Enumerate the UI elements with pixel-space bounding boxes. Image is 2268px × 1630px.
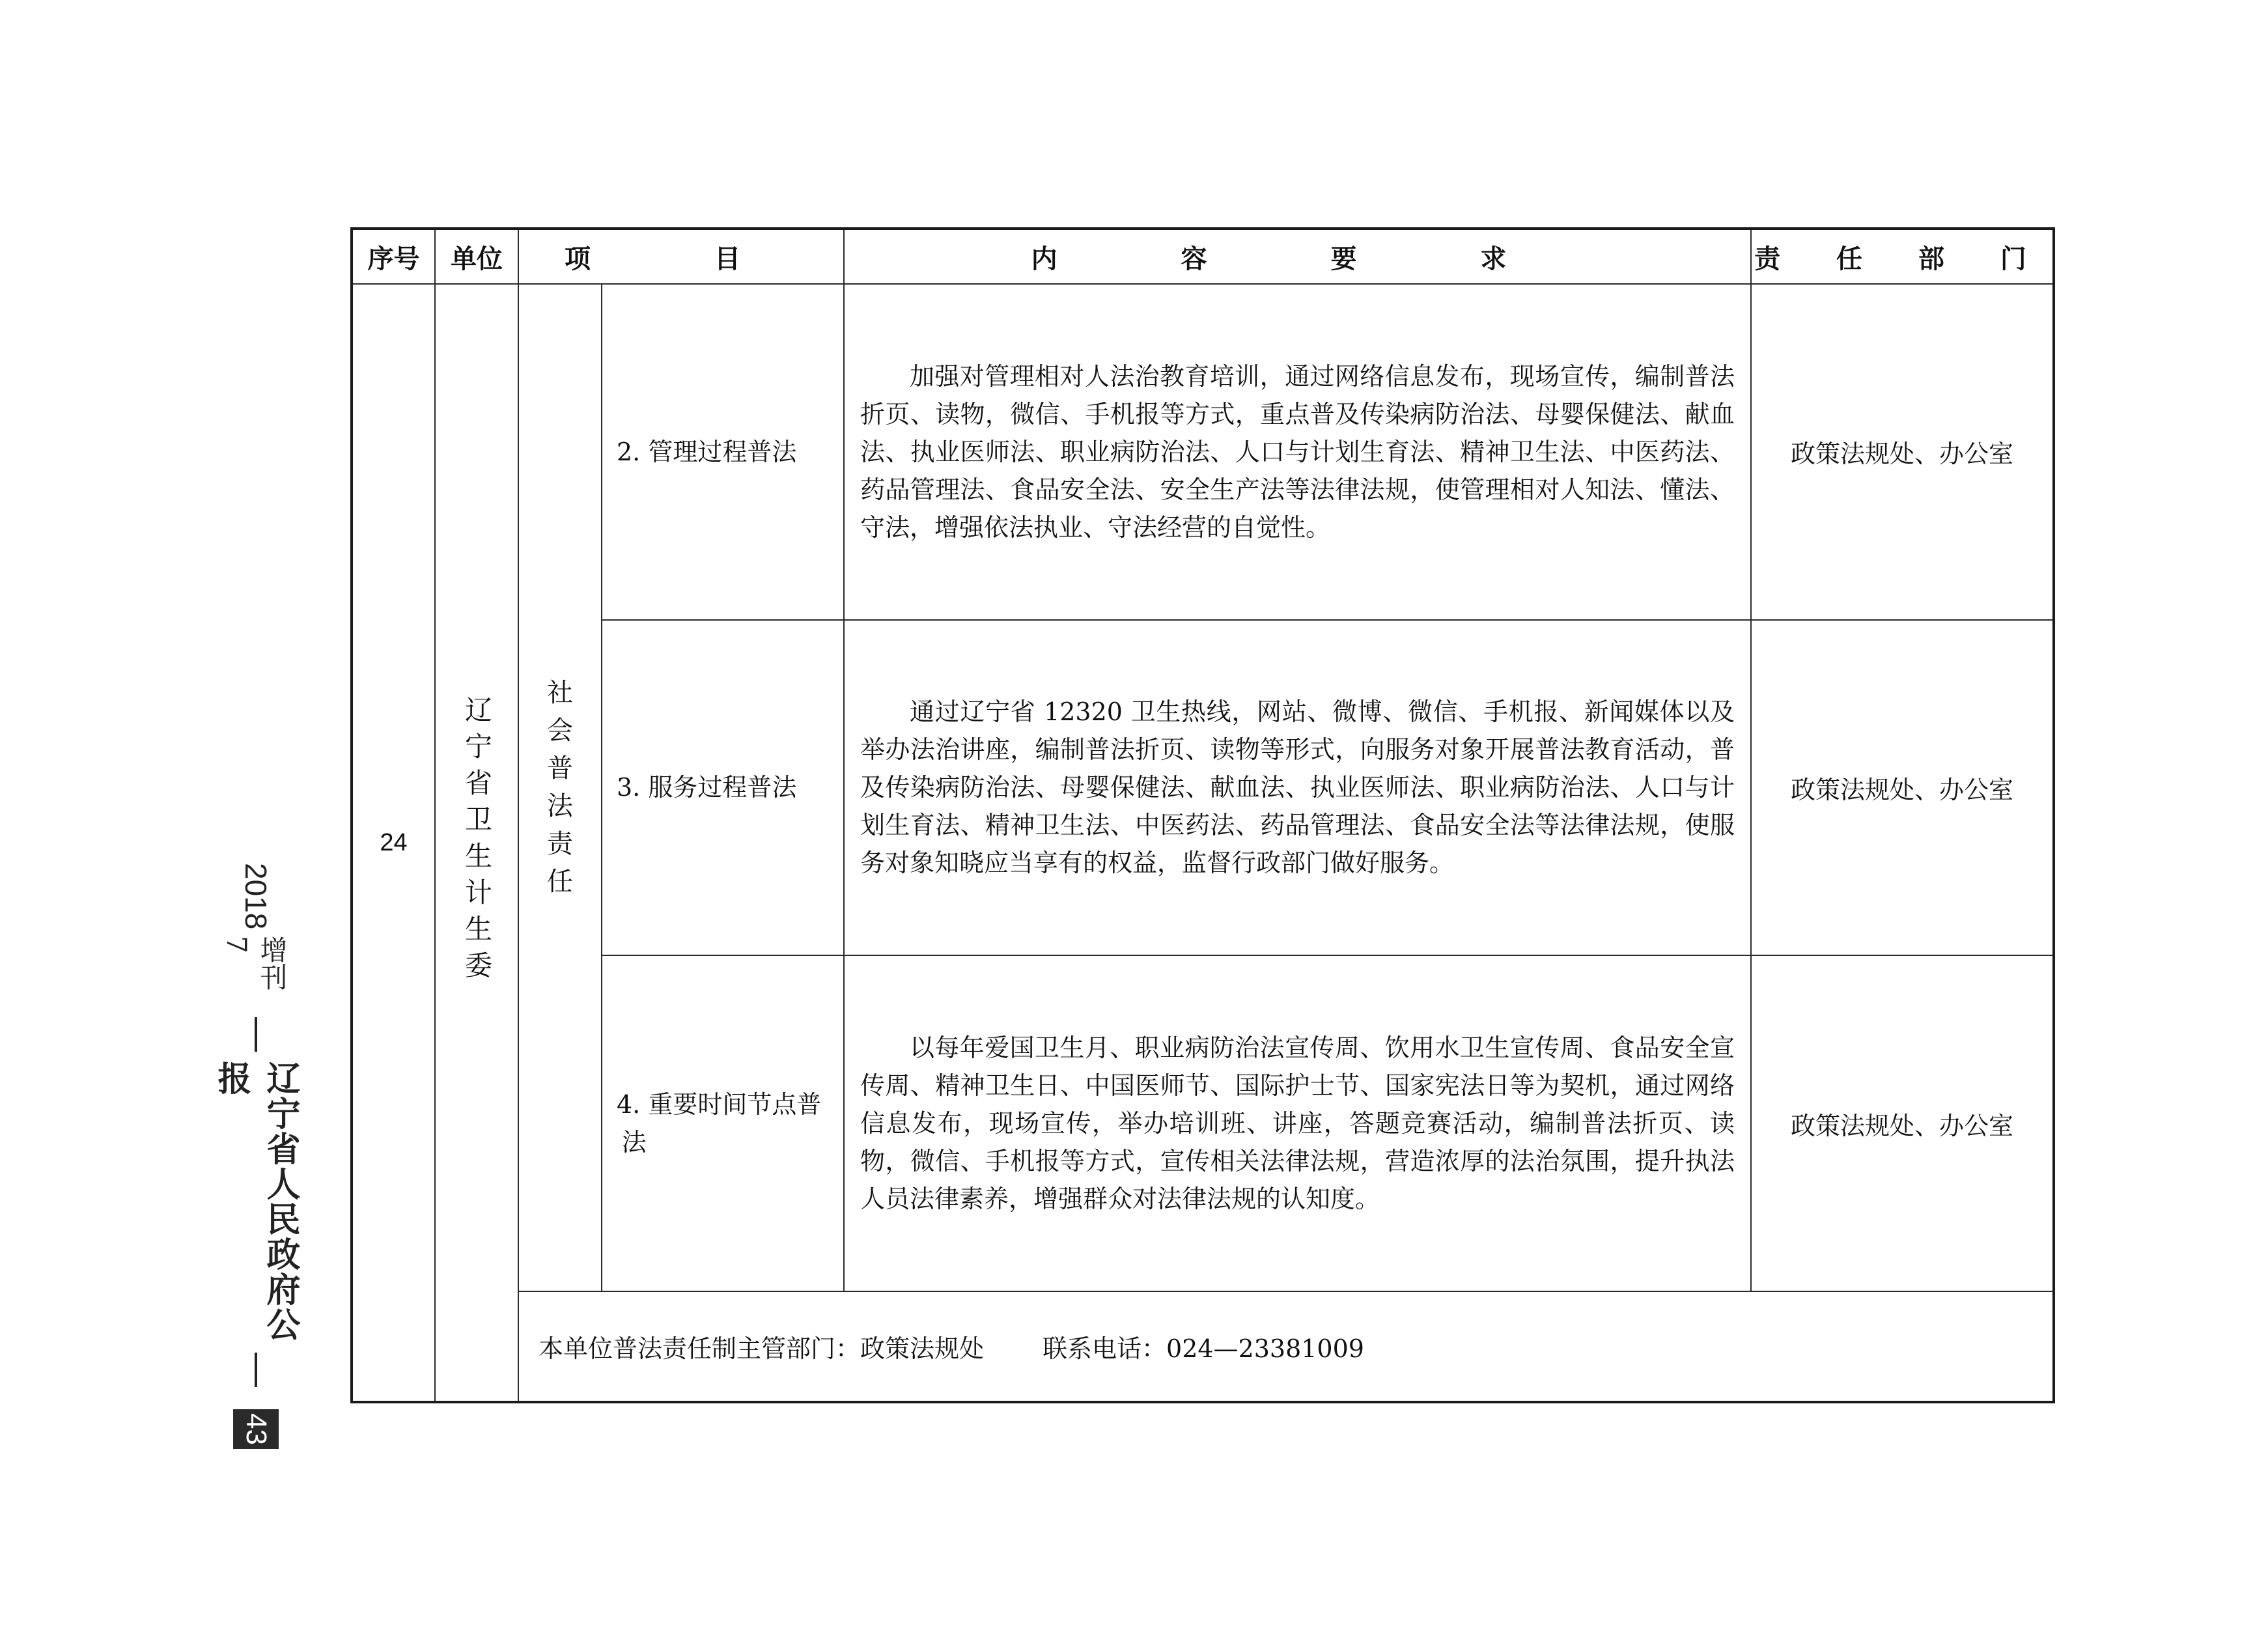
category-cell bbox=[518, 284, 602, 1291]
category-name: 社会普法责任 bbox=[547, 678, 573, 897]
footer-row bbox=[352, 1291, 2054, 1402]
dept-cell: 政策法规处、办公室 bbox=[1751, 955, 2054, 1291]
seq-cell: 24 bbox=[352, 284, 435, 1402]
content-cell bbox=[844, 620, 1751, 956]
header-row bbox=[352, 229, 2054, 284]
table-row bbox=[352, 284, 2054, 620]
unit-name: 辽宁省卫生计生委 bbox=[461, 696, 493, 988]
content-cell bbox=[844, 955, 1751, 1291]
issue-number: 增刊 7 bbox=[220, 936, 288, 991]
law-duty-table bbox=[350, 227, 2055, 1403]
table-row bbox=[352, 955, 2054, 1291]
header-unit: 单位 bbox=[435, 229, 518, 284]
header-project: 项 目 bbox=[518, 229, 844, 284]
item-name: 3. 服务过程普法 bbox=[617, 773, 797, 802]
divider bbox=[255, 1017, 257, 1052]
unit-cell bbox=[435, 284, 518, 1402]
running-header bbox=[207, 863, 300, 1449]
header-dept: 责 任 部 门 bbox=[1751, 229, 2054, 284]
content-text: 加强对管理相对人法治教育培训，通过网络信息发布，现场宣传，编制普法折页、读物，微信、手机报等方式，重点普及传染病防治法、母婴保健法、献血法、执业医师法、职业病防治法、人口与计划生育法、精神卫生法、中医药法、药品管理法、食品安全法、安全生产法等法律法规，使管理相对人知法、懂法、守法，增强依法执业、守法经营的自觉性。 bbox=[860, 361, 1735, 542]
page-number: 43 bbox=[233, 1409, 279, 1449]
item-cell bbox=[602, 955, 844, 1291]
content-cell bbox=[844, 284, 1751, 620]
item-name: 2. 管理过程普法 bbox=[617, 437, 797, 466]
item-cell bbox=[602, 620, 844, 956]
publication-title: 辽宁省人民政府公报 bbox=[212, 1061, 300, 1343]
content-text: 以每年爱国卫生月、职业病防治法宣传周、饮用水卫生宣传周、食品安全宣传周、精神卫生日、中国医师节、国际护士节、国家宪法日等为契机，通过网络信息发布，现场宣传，举办培训班、讲座，答题竞赛活动，编制普法折页、读物，微信、手机报等方式，宣传相关法律法规，营造浓厚的法治氛围，提升执法人员法律素养，增强群众对法律法规的认知度。 bbox=[860, 1033, 1735, 1213]
dept-cell: 政策法规处、办公室 bbox=[1751, 620, 2054, 956]
footer-cell bbox=[518, 1291, 2054, 1402]
table-row bbox=[352, 620, 2054, 956]
header-seq: 序号 bbox=[352, 229, 435, 284]
footer-phone: 联系电话：024—23381009 bbox=[1043, 1334, 1364, 1363]
item-name: 4. 重要时间节点普法 bbox=[617, 1090, 822, 1157]
issue-year: 2018 bbox=[239, 863, 273, 930]
header-content: 内 容 要 求 bbox=[844, 229, 1751, 284]
item-cell bbox=[602, 284, 844, 620]
dept-cell: 政策法规处、办公室 bbox=[1751, 284, 2054, 620]
content-text: 通过辽宁省 12320 卫生热线，网站、微博、微信、手机报、新闻媒体以及举办法治讲座，编制普法折页、读物等形式，向服务对象开展普法教育活动，普及传染病防治法、母婴保健法、献血法、执业医师法、职业病防治法、人口与计划生育法、精神卫生法、中医药法、药品管理法、食品安全法等法律法规，使服务对象知晓应当享有的权益，监督行政部门做好服务。 bbox=[860, 697, 1735, 878]
footer-dept: 本单位普法责任制主管部门：政策法规处 bbox=[539, 1334, 985, 1363]
divider bbox=[255, 1353, 257, 1387]
